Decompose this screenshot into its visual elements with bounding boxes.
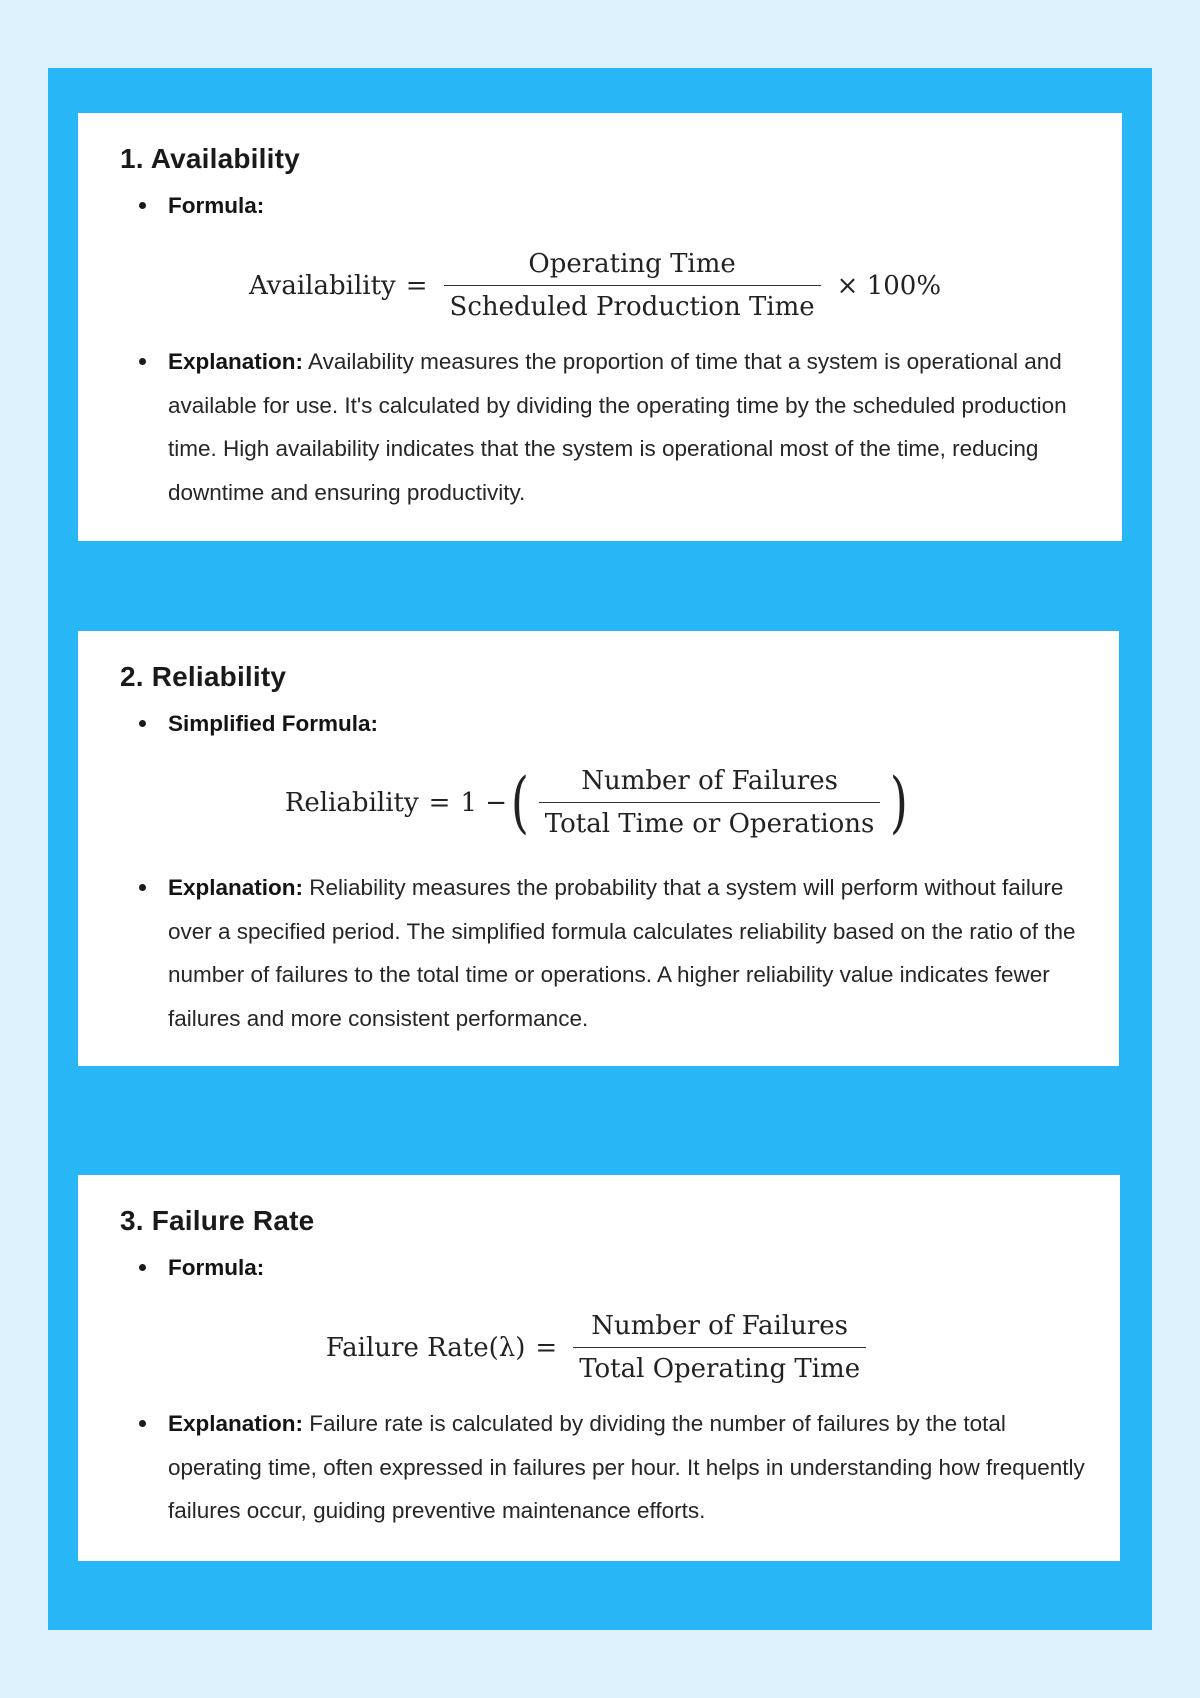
formula-numerator: Operating Time <box>528 249 736 279</box>
explanation-label: Explanation: <box>168 1411 304 1436</box>
formula-numerator: Number of Failures <box>581 766 838 796</box>
section-heading: 3. Failure Rate <box>120 1205 315 1236</box>
formula-lhs: Failure Rate(λ) <box>325 1332 526 1363</box>
formula-lhs: Reliability <box>284 787 419 818</box>
availability-formula <box>78 247 1122 324</box>
formula-denominator: Total Time or Operations <box>539 802 881 841</box>
formula-label: Simplified Formula: <box>168 711 379 736</box>
formula-lhs: Availability <box>248 270 396 301</box>
explanation-text: Reliability measures the probability that a system will perform without failure over a specified period. The simplified formula calculates reliability based on the ratio of the number of failures to the total time or operations. A higher reliability value indicates fewer failures and more consistent performance. <box>168 875 1076 1031</box>
failure-rate-card <box>78 1175 1120 1561</box>
formula-equals: = <box>535 1332 558 1363</box>
formula-fraction <box>573 1309 866 1386</box>
formula-prefix: 1 − <box>460 787 508 818</box>
explanation-bullet <box>168 1402 1090 1533</box>
formula-denominator: Scheduled Production Time <box>444 285 821 324</box>
explanation-text: Availability measures the proportion of time that a system is operational and available for use. It's calculated by dividing the operating time by the scheduled production time. High availability indicates that the system is operational most of the time, reducing downtime and ensuring productivity. <box>168 349 1067 505</box>
formula-label: Formula: <box>168 193 265 218</box>
formula-label: Formula: <box>168 1255 265 1280</box>
formula-numerator: Number of Failures <box>591 1311 849 1341</box>
formula-equals: = <box>405 270 428 301</box>
reliability-formula <box>78 764 1119 841</box>
open-parenthesis: ( <box>510 763 529 841</box>
availability-card <box>78 113 1122 541</box>
explanation-label: Explanation: <box>168 875 304 900</box>
formula-fraction <box>539 764 881 841</box>
formula-equals: = <box>428 787 451 818</box>
section-heading: 2. Reliability <box>120 661 287 692</box>
explanation-bullet <box>168 866 1089 1040</box>
formula-bullet <box>168 1246 1090 1290</box>
formula-denominator: Total Operating Time <box>573 1347 866 1386</box>
failure-rate-formula <box>78 1309 1120 1386</box>
explanation-text: Failure rate is calculated by dividing the number of failures by the total operating time, often expressed in failures per hour. It helps in understanding how frequently failures occur, guiding preventive maintenance efforts. <box>168 1411 1085 1523</box>
section-heading: 1. Availability <box>120 143 300 174</box>
formula-bullet <box>168 702 1089 746</box>
formula-suffix: × 100% <box>836 270 942 301</box>
formula-bullet <box>168 184 1092 228</box>
explanation-label: Explanation: <box>168 349 304 374</box>
explanation-bullet <box>168 340 1092 514</box>
close-parenthesis: ) <box>890 763 909 841</box>
reliability-card <box>78 631 1119 1066</box>
formula-fraction <box>444 247 821 324</box>
